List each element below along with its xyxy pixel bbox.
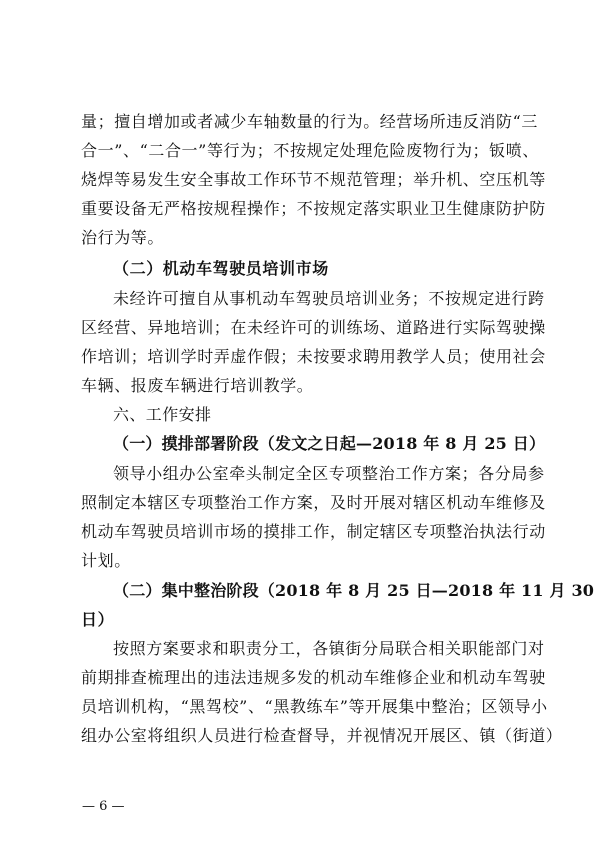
body-text-line: 领导小组办公室牵头制定全区专项整治工作方案；各分局参 (113, 464, 545, 483)
subsection-heading: （二）机动车驾驶员培训市场 (113, 259, 329, 278)
body-text-line: 治行为等。 (81, 228, 165, 247)
body-text-line: 按照方案要求和职责分工，各镇街分局联合相关职能部门对 (113, 639, 545, 658)
body-text-line: 量；擅自增加或者减少车轴数量的行为。经营场所违反消防“三 (81, 112, 538, 131)
body-text-line: 机动车驾驶员培训市场的摸排工作，制定辖区专项整治执法行动 (81, 522, 546, 541)
section-heading: 六、工作安排 (113, 405, 212, 424)
body-text-line: 计划。 (81, 551, 131, 570)
body-text-line: 组办公室将组织人员进行检查督导，并视情况开展区、镇（街道） (81, 726, 563, 745)
body-text-line: 合一”、“二合一”等行为；不按规定处理危险废物行为；钣喷、 (81, 141, 539, 160)
body-text-line: 未经许可擅自从事机动车驾驶员培训业务；不按规定进行跨 (113, 289, 545, 308)
subsection-heading: （二）集中整治阶段（2018 年 8 月 25 日—2018 年 11 月 30 (113, 581, 595, 600)
subsection-heading-continued: 日） (81, 610, 115, 629)
body-text-line: 车辆、报废车辆进行培训教学。 (81, 376, 314, 395)
subsection-heading: （一）摸排部署阶段（发文之日起—2018 年 8 月 25 日） (113, 434, 546, 453)
body-text-line: 区经营、异地培训；在未经许可的训练场、道路进行实际驾驶操 (81, 318, 546, 337)
body-text-line: 烧焊等易发生安全事故工作环节不规范管理；举升机、空压机等 (81, 170, 546, 189)
body-text-line: 作培训；培训学时弄虚作假；未按要求聘用教学人员；使用社会 (81, 347, 546, 366)
body-text-line: 照制定本辖区专项整治工作方案，及时开展对辖区机动车维修及 (81, 493, 546, 512)
body-text-line: 前期排查梳理出的违法违规多发的机动车维修企业和机动车驾驶 (81, 668, 546, 687)
body-text-line: 重要设备无严格按规程操作；不按规定落实职业卫生健康防护防 (81, 199, 546, 218)
page-number: — 6 — (82, 799, 125, 814)
body-text-line: 员培训机构，“黑驾校”、“黑教练车”等开展集中整治；区领导小 (81, 697, 548, 716)
